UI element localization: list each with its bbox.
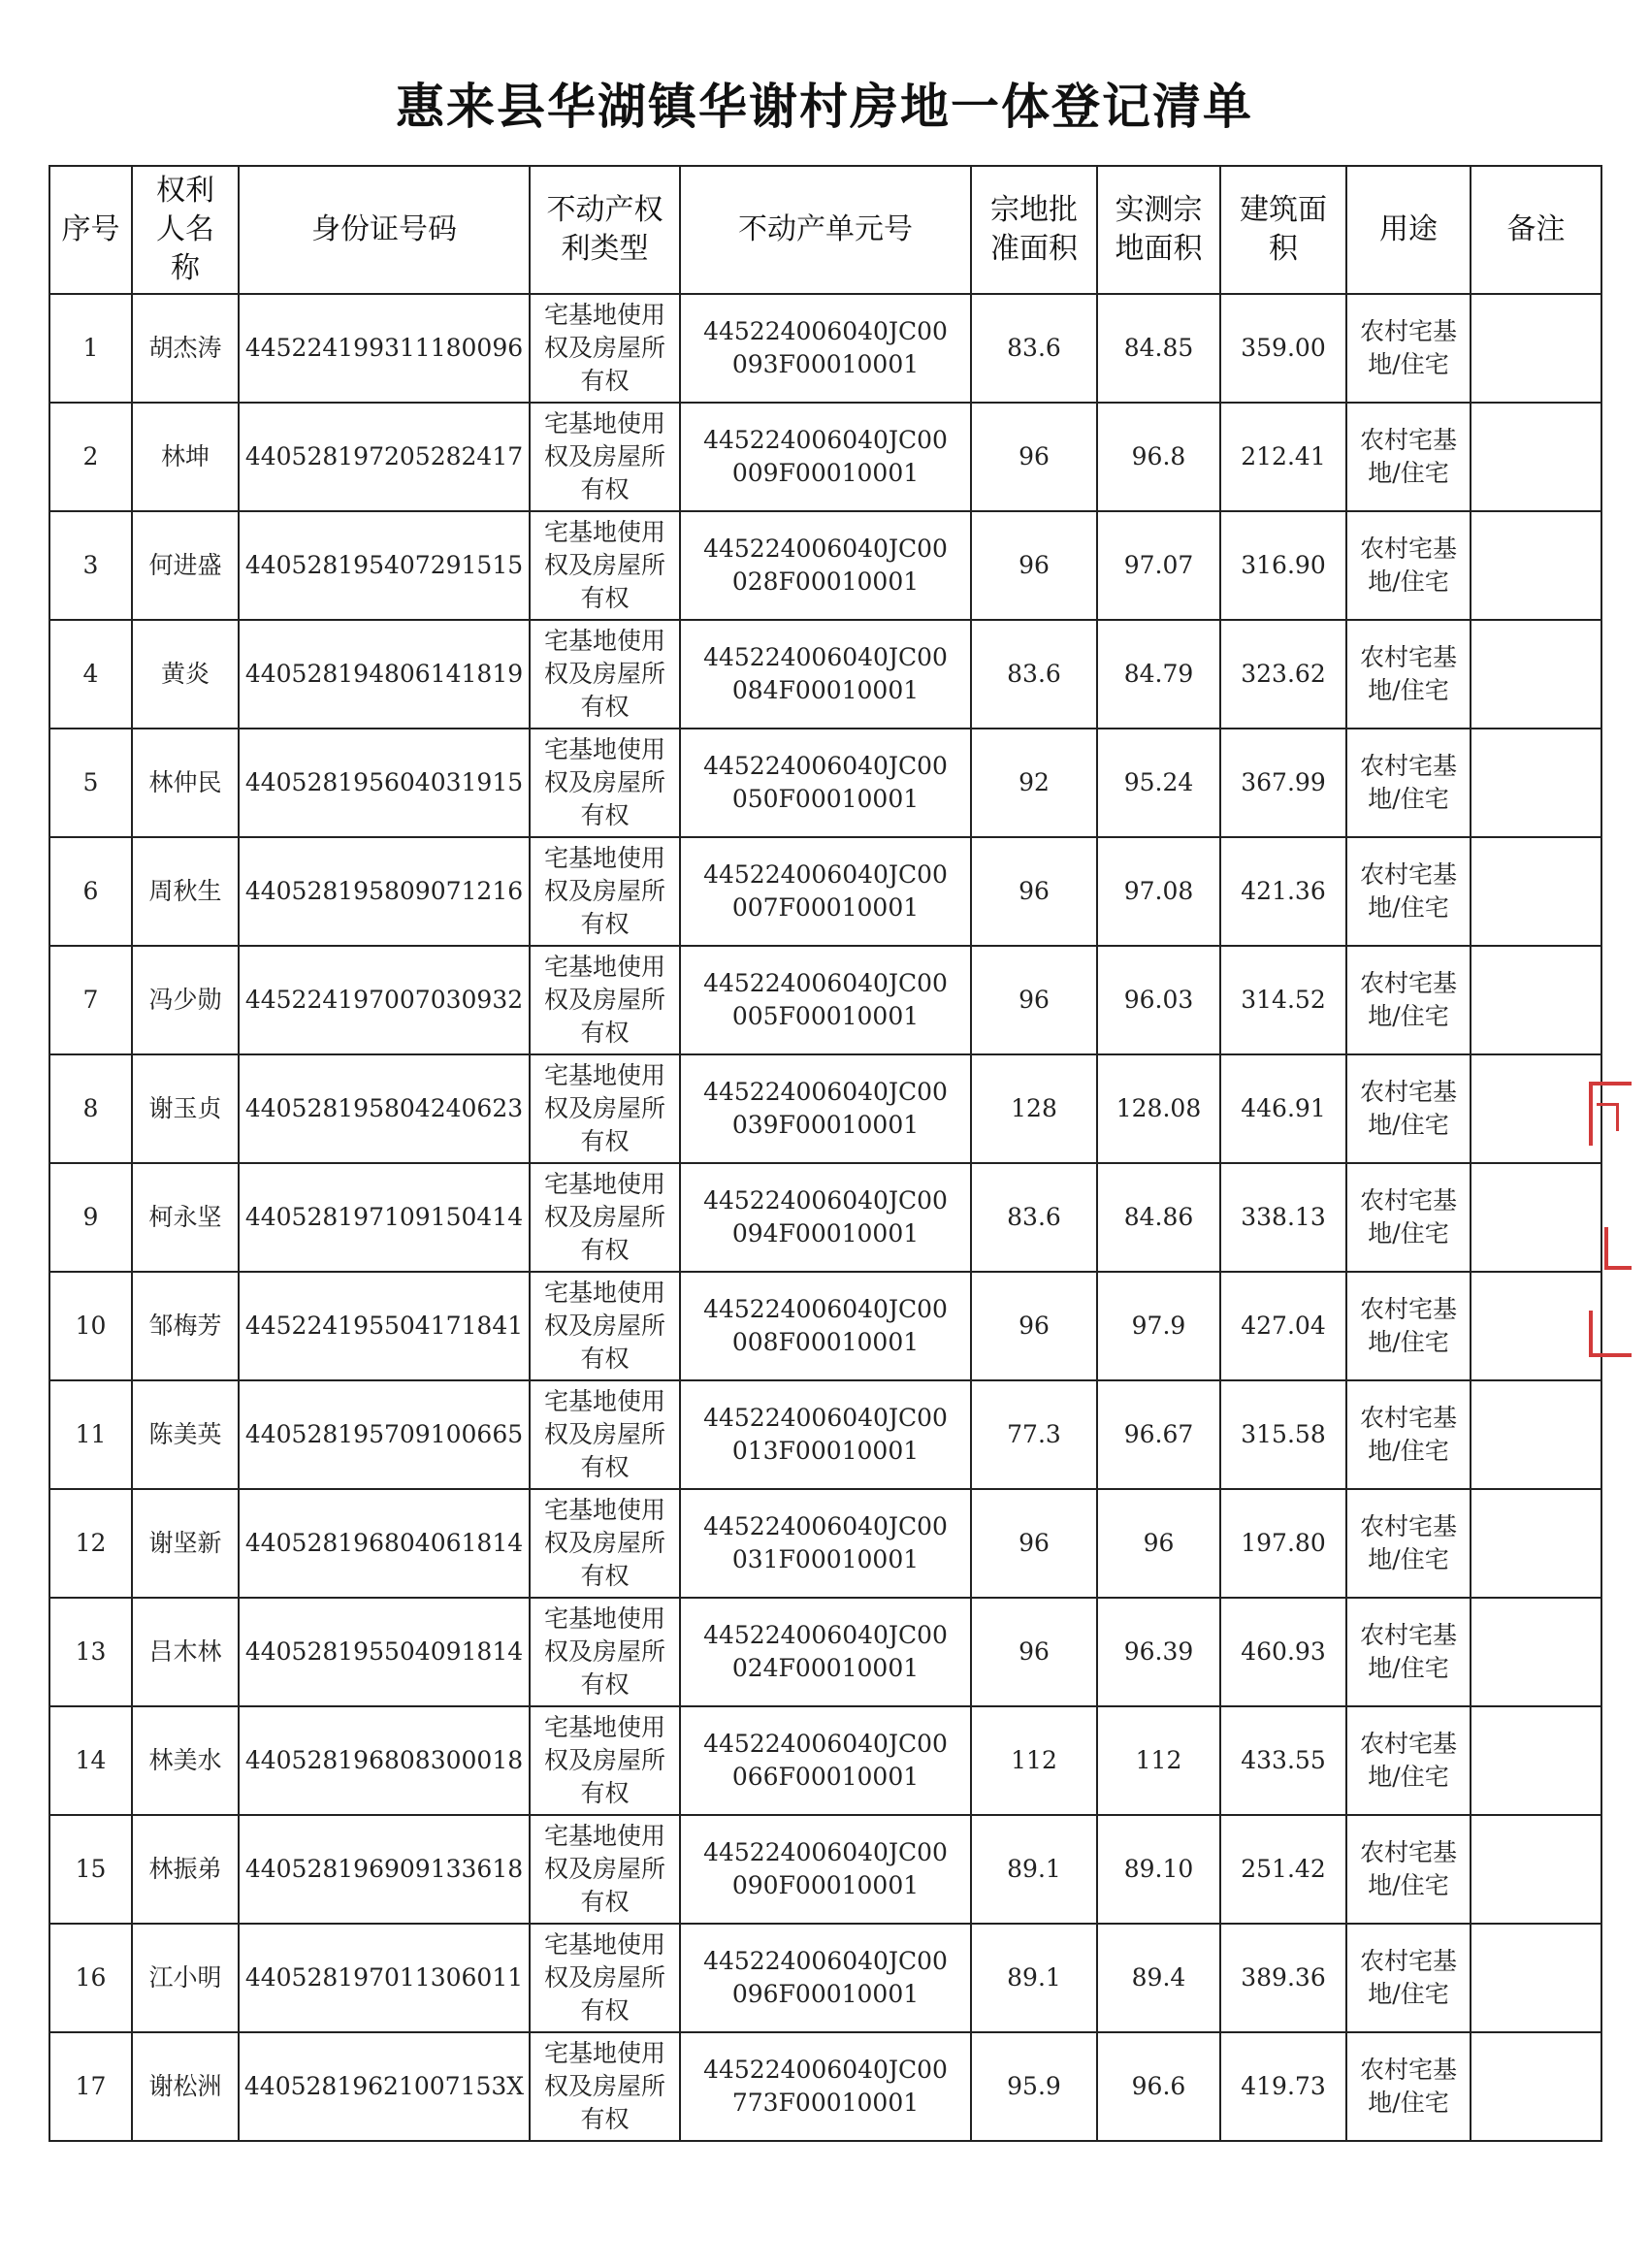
cell-building: 338.13 [1220,1163,1346,1272]
cell-type-text: 宅基地使用权及房屋所有权 [543,1061,665,1155]
header-owner-text: 权利人名称 [156,174,214,285]
cell-approved: 77.3 [971,1380,1097,1489]
cell-owner: 林仲民 [132,729,239,837]
cell-owner: 陈美英 [132,1380,239,1489]
cell-building: 427.04 [1220,1272,1346,1380]
cell-remark [1471,1924,1601,2032]
cell-measured: 96.67 [1097,1380,1220,1489]
cell-use-text: 农村宅基地/住宅 [1359,1078,1457,1139]
cell-unit [680,837,971,946]
cell-type [530,837,680,946]
table-row [49,946,1601,1054]
cell-type-text: 宅基地使用权及房屋所有权 [543,1387,665,1481]
cell-unit [680,511,971,620]
cell-use [1346,1380,1471,1489]
cell-building: 389.36 [1220,1924,1346,2032]
cell-measured: 89.10 [1097,1815,1220,1924]
cell-use-text: 农村宅基地/住宅 [1359,1186,1457,1247]
cell-use [1346,511,1471,620]
cell-use [1346,1489,1471,1598]
cell-measured: 97.07 [1097,511,1220,620]
red-seal-fragment [1583,1082,1641,1373]
cell-building: 433.55 [1220,1706,1346,1815]
cell-type-text: 宅基地使用权及房屋所有权 [543,627,665,721]
cell-seq: 17 [49,2032,132,2141]
cell-use [1346,294,1471,403]
cell-owner: 吕木林 [132,1598,239,1706]
cell-use-text: 农村宅基地/住宅 [1359,860,1457,922]
cell-unit-text: 445224006040JC00007F00010001 [703,860,948,922]
cell-id: 440528195504091814 [239,1598,530,1706]
cell-remark [1471,294,1601,403]
cell-approved: 83.6 [971,620,1097,729]
header-approved [971,166,1097,294]
table-row [49,1163,1601,1272]
cell-type-text: 宅基地使用权及房屋所有权 [543,518,665,612]
cell-use [1346,1163,1471,1272]
cell-approved: 83.6 [971,294,1097,403]
cell-type-text: 宅基地使用权及房屋所有权 [543,1279,665,1373]
cell-owner: 林振弟 [132,1815,239,1924]
cell-use-text: 农村宅基地/住宅 [1359,1404,1457,1465]
cell-type-text: 宅基地使用权及房屋所有权 [543,1170,665,1264]
cell-type [530,1815,680,1924]
cell-remark [1471,837,1601,946]
cell-approved: 96 [971,403,1097,511]
cell-type-text: 宅基地使用权及房屋所有权 [543,301,665,395]
cell-seq: 6 [49,837,132,946]
cell-unit [680,946,971,1054]
cell-owner: 谢坚新 [132,1489,239,1598]
cell-type [530,729,680,837]
cell-unit-text: 445224006040JC00008F00010001 [703,1295,948,1356]
cell-approved: 83.6 [971,1163,1097,1272]
cell-id: 440528197109150414 [239,1163,530,1272]
cell-building: 314.52 [1220,946,1346,1054]
cell-use [1346,1706,1471,1815]
cell-use-text: 农村宅基地/住宅 [1359,2056,1457,2117]
cell-seq: 11 [49,1380,132,1489]
cell-id: 440528197205282417 [239,403,530,511]
cell-unit [680,1380,971,1489]
header-building-text: 建筑面积 [1240,193,1327,266]
cell-id: 440528195804240623 [239,1054,530,1163]
cell-type-text: 宅基地使用权及房屋所有权 [543,953,665,1047]
cell-remark [1471,620,1601,729]
cell-building: 212.41 [1220,403,1346,511]
cell-remark [1471,1380,1601,1489]
cell-seq: 15 [49,1815,132,1924]
cell-use-text: 农村宅基地/住宅 [1359,1295,1457,1356]
cell-remark [1471,403,1601,511]
cell-building: 446.91 [1220,1054,1346,1163]
cell-id: 440528196804061814 [239,1489,530,1598]
cell-type [530,1924,680,2032]
cell-owner: 谢玉贞 [132,1054,239,1163]
header-unit: 不动产单元号 [680,166,971,294]
cell-id: 445224197007030932 [239,946,530,1054]
cell-use [1346,729,1471,837]
header-owner [132,166,239,294]
cell-remark [1471,1598,1601,1706]
cell-use [1346,1924,1471,2032]
cell-owner: 冯少勋 [132,946,239,1054]
cell-seq: 4 [49,620,132,729]
cell-unit [680,729,971,837]
header-building [1220,166,1346,294]
cell-seq: 7 [49,946,132,1054]
cell-remark [1471,511,1601,620]
cell-unit-text: 445224006040JC00066F00010001 [703,1730,948,1791]
cell-unit [680,1924,971,2032]
cell-use-text: 农村宅基地/住宅 [1359,1838,1457,1899]
cell-use-text: 农村宅基地/住宅 [1359,426,1457,487]
cell-approved: 95.9 [971,2032,1097,2141]
cell-measured: 84.86 [1097,1163,1220,1272]
cell-building: 323.62 [1220,620,1346,729]
cell-remark [1471,1489,1601,1598]
cell-use [1346,620,1471,729]
cell-approved: 96 [971,511,1097,620]
cell-unit [680,620,971,729]
cell-unit-text: 445224006040JC00039F00010001 [703,1078,948,1139]
cell-type [530,1380,680,1489]
cell-building: 197.80 [1220,1489,1346,1598]
table-row [49,620,1601,729]
table-row [49,403,1601,511]
cell-id: 44052819621007153X [239,2032,530,2141]
cell-owner: 林美水 [132,1706,239,1815]
cell-approved: 112 [971,1706,1097,1815]
cell-owner: 周秋生 [132,837,239,946]
cell-unit-text: 445224006040JC00084F00010001 [703,643,948,704]
cell-building: 419.73 [1220,2032,1346,2141]
cell-building: 460.93 [1220,1598,1346,1706]
cell-approved: 92 [971,729,1097,837]
cell-unit [680,1598,971,1706]
cell-unit-text: 445224006040JC00093F00010001 [703,317,948,378]
header-approved-text: 宗地批准面积 [990,193,1078,266]
cell-type-text: 宅基地使用权及房屋所有权 [543,1930,665,2025]
cell-use-text: 农村宅基地/住宅 [1359,969,1457,1030]
cell-type [530,1272,680,1380]
cell-building: 316.90 [1220,511,1346,620]
cell-type-text: 宅基地使用权及房屋所有权 [543,1496,665,1590]
cell-seq: 10 [49,1272,132,1380]
cell-measured: 128.08 [1097,1054,1220,1163]
cell-approved: 96 [971,1489,1097,1598]
cell-seq: 14 [49,1706,132,1815]
cell-remark [1471,1163,1601,1272]
cell-seq: 1 [49,294,132,403]
cell-measured: 84.79 [1097,620,1220,729]
cell-type [530,1598,680,1706]
cell-approved: 96 [971,1272,1097,1380]
cell-use [1346,837,1471,946]
cell-approved: 96 [971,837,1097,946]
cell-owner: 何进盛 [132,511,239,620]
table-row [49,294,1601,403]
cell-unit-text: 445224006040JC00031F00010001 [703,1512,948,1573]
cell-id: 440528195604031915 [239,729,530,837]
cell-use [1346,1272,1471,1380]
cell-type [530,511,680,620]
cell-measured: 97.9 [1097,1272,1220,1380]
cell-measured: 96.8 [1097,403,1220,511]
cell-owner: 谢松洲 [132,2032,239,2141]
cell-measured: 96 [1097,1489,1220,1598]
cell-measured: 97.08 [1097,837,1220,946]
cell-id: 440528196808300018 [239,1706,530,1815]
cell-use [1346,946,1471,1054]
header-measured [1097,166,1220,294]
cell-measured: 89.4 [1097,1924,1220,2032]
cell-use-text: 农村宅基地/住宅 [1359,535,1457,596]
cell-remark [1471,729,1601,837]
header-id: 身份证号码 [239,166,530,294]
cell-building: 367.99 [1220,729,1346,837]
cell-measured: 96.03 [1097,946,1220,1054]
cell-approved: 96 [971,1598,1097,1706]
table-body [49,294,1601,2141]
cell-type [530,1706,680,1815]
cell-approved: 89.1 [971,1924,1097,2032]
cell-owner: 江小明 [132,1924,239,2032]
table-row [49,511,1601,620]
cell-measured: 96.6 [1097,2032,1220,2141]
cell-type [530,946,680,1054]
cell-use-text: 农村宅基地/住宅 [1359,1621,1457,1682]
table-row [49,1924,1601,2032]
cell-unit-text: 445224006040JC00013F00010001 [703,1404,948,1465]
cell-owner: 黄炎 [132,620,239,729]
cell-seq: 3 [49,511,132,620]
cell-type [530,2032,680,2141]
cell-id: 445224195504171841 [239,1272,530,1380]
cell-type [530,1489,680,1598]
cell-id: 445224199311180096 [239,294,530,403]
cell-measured: 84.85 [1097,294,1220,403]
header-seq: 序号 [49,166,132,294]
cell-unit [680,1163,971,1272]
header-remark: 备注 [1471,166,1601,294]
cell-building: 359.00 [1220,294,1346,403]
cell-type-text: 宅基地使用权及房屋所有权 [543,735,665,829]
cell-measured: 95.24 [1097,729,1220,837]
cell-unit [680,1706,971,1815]
cell-unit [680,403,971,511]
cell-owner: 胡杰涛 [132,294,239,403]
cell-seq: 5 [49,729,132,837]
cell-unit [680,1054,971,1163]
table-row [49,1272,1601,1380]
cell-unit-text: 445224006040JC00773F00010001 [703,2056,948,2117]
cell-remark [1471,2032,1601,2141]
cell-unit [680,1272,971,1380]
table-row [49,1706,1601,1815]
cell-use [1346,1815,1471,1924]
cell-id: 440528194806141819 [239,620,530,729]
cell-type [530,294,680,403]
cell-type [530,403,680,511]
cell-type [530,620,680,729]
cell-use [1346,403,1471,511]
cell-seq: 16 [49,1924,132,2032]
cell-id: 440528195809071216 [239,837,530,946]
cell-approved: 89.1 [971,1815,1097,1924]
cell-building: 251.42 [1220,1815,1346,1924]
cell-seq: 12 [49,1489,132,1598]
cell-use-text: 农村宅基地/住宅 [1359,1947,1457,2008]
table-row [49,1489,1601,1598]
cell-use-text: 农村宅基地/住宅 [1359,643,1457,704]
cell-unit-text: 445224006040JC00005F00010001 [703,969,948,1030]
cell-type-text: 宅基地使用权及房屋所有权 [543,844,665,938]
cell-use [1346,1054,1471,1163]
cell-use [1346,1598,1471,1706]
cell-use-text: 农村宅基地/住宅 [1359,1730,1457,1791]
table-row [49,729,1601,837]
cell-seq: 13 [49,1598,132,1706]
cell-owner: 林坤 [132,403,239,511]
cell-owner: 邹梅芳 [132,1272,239,1380]
cell-owner: 柯永坚 [132,1163,239,1272]
cell-measured: 112 [1097,1706,1220,1815]
registration-table [48,165,1602,2142]
cell-unit-text: 445224006040JC00050F00010001 [703,752,948,813]
cell-unit-text: 445224006040JC00096F00010001 [703,1947,948,2008]
cell-seq: 9 [49,1163,132,1272]
cell-type [530,1163,680,1272]
cell-use-text: 农村宅基地/住宅 [1359,1512,1457,1573]
header-measured-text: 实测宗地面积 [1115,193,1203,266]
cell-building: 315.58 [1220,1380,1346,1489]
cell-unit-text: 445224006040JC00090F00010001 [703,1838,948,1899]
cell-unit [680,1815,971,1924]
cell-id: 440528197011306011 [239,1924,530,2032]
table-header-row [49,166,1601,294]
cell-type-text: 宅基地使用权及房屋所有权 [543,1604,665,1699]
cell-use-text: 农村宅基地/住宅 [1359,317,1457,378]
cell-measured: 96.39 [1097,1598,1220,1706]
document-title: 惠来县华湖镇华谢村房地一体登记清单 [396,79,1253,135]
cell-id: 440528196909133618 [239,1815,530,1924]
header-type-text: 不动产权利类型 [546,193,663,266]
cell-seq: 8 [49,1054,132,1163]
cell-use-text: 农村宅基地/住宅 [1359,752,1457,813]
cell-id: 440528195407291515 [239,511,530,620]
cell-unit [680,2032,971,2141]
cell-remark [1471,946,1601,1054]
cell-type-text: 宅基地使用权及房屋所有权 [543,2039,665,2133]
cell-seq: 2 [49,403,132,511]
cell-approved: 96 [971,946,1097,1054]
cell-id: 440528195709100665 [239,1380,530,1489]
cell-type [530,1054,680,1163]
table-row [49,2032,1601,2141]
table-row [49,837,1601,946]
cell-unit-text: 445224006040JC00024F00010001 [703,1621,948,1682]
cell-remark [1471,1054,1601,1163]
cell-use [1346,2032,1471,2141]
cell-remark [1471,1272,1601,1380]
table-row [49,1054,1601,1163]
table-row [49,1815,1601,1924]
table-row [49,1380,1601,1489]
cell-unit [680,294,971,403]
cell-remark [1471,1706,1601,1815]
header-type [530,166,680,294]
table-row [49,1598,1601,1706]
cell-building: 421.36 [1220,837,1346,946]
cell-approved: 128 [971,1054,1097,1163]
cell-unit-text: 445224006040JC00028F00010001 [703,535,948,596]
header-use: 用途 [1346,166,1471,294]
cell-unit-text: 445224006040JC00009F00010001 [703,426,948,487]
cell-unit-text: 445224006040JC00094F00010001 [703,1186,948,1247]
cell-unit [680,1489,971,1598]
cell-remark [1471,1815,1601,1924]
cell-type-text: 宅基地使用权及房屋所有权 [543,409,665,503]
cell-type-text: 宅基地使用权及房屋所有权 [543,1713,665,1807]
cell-type-text: 宅基地使用权及房屋所有权 [543,1822,665,1916]
